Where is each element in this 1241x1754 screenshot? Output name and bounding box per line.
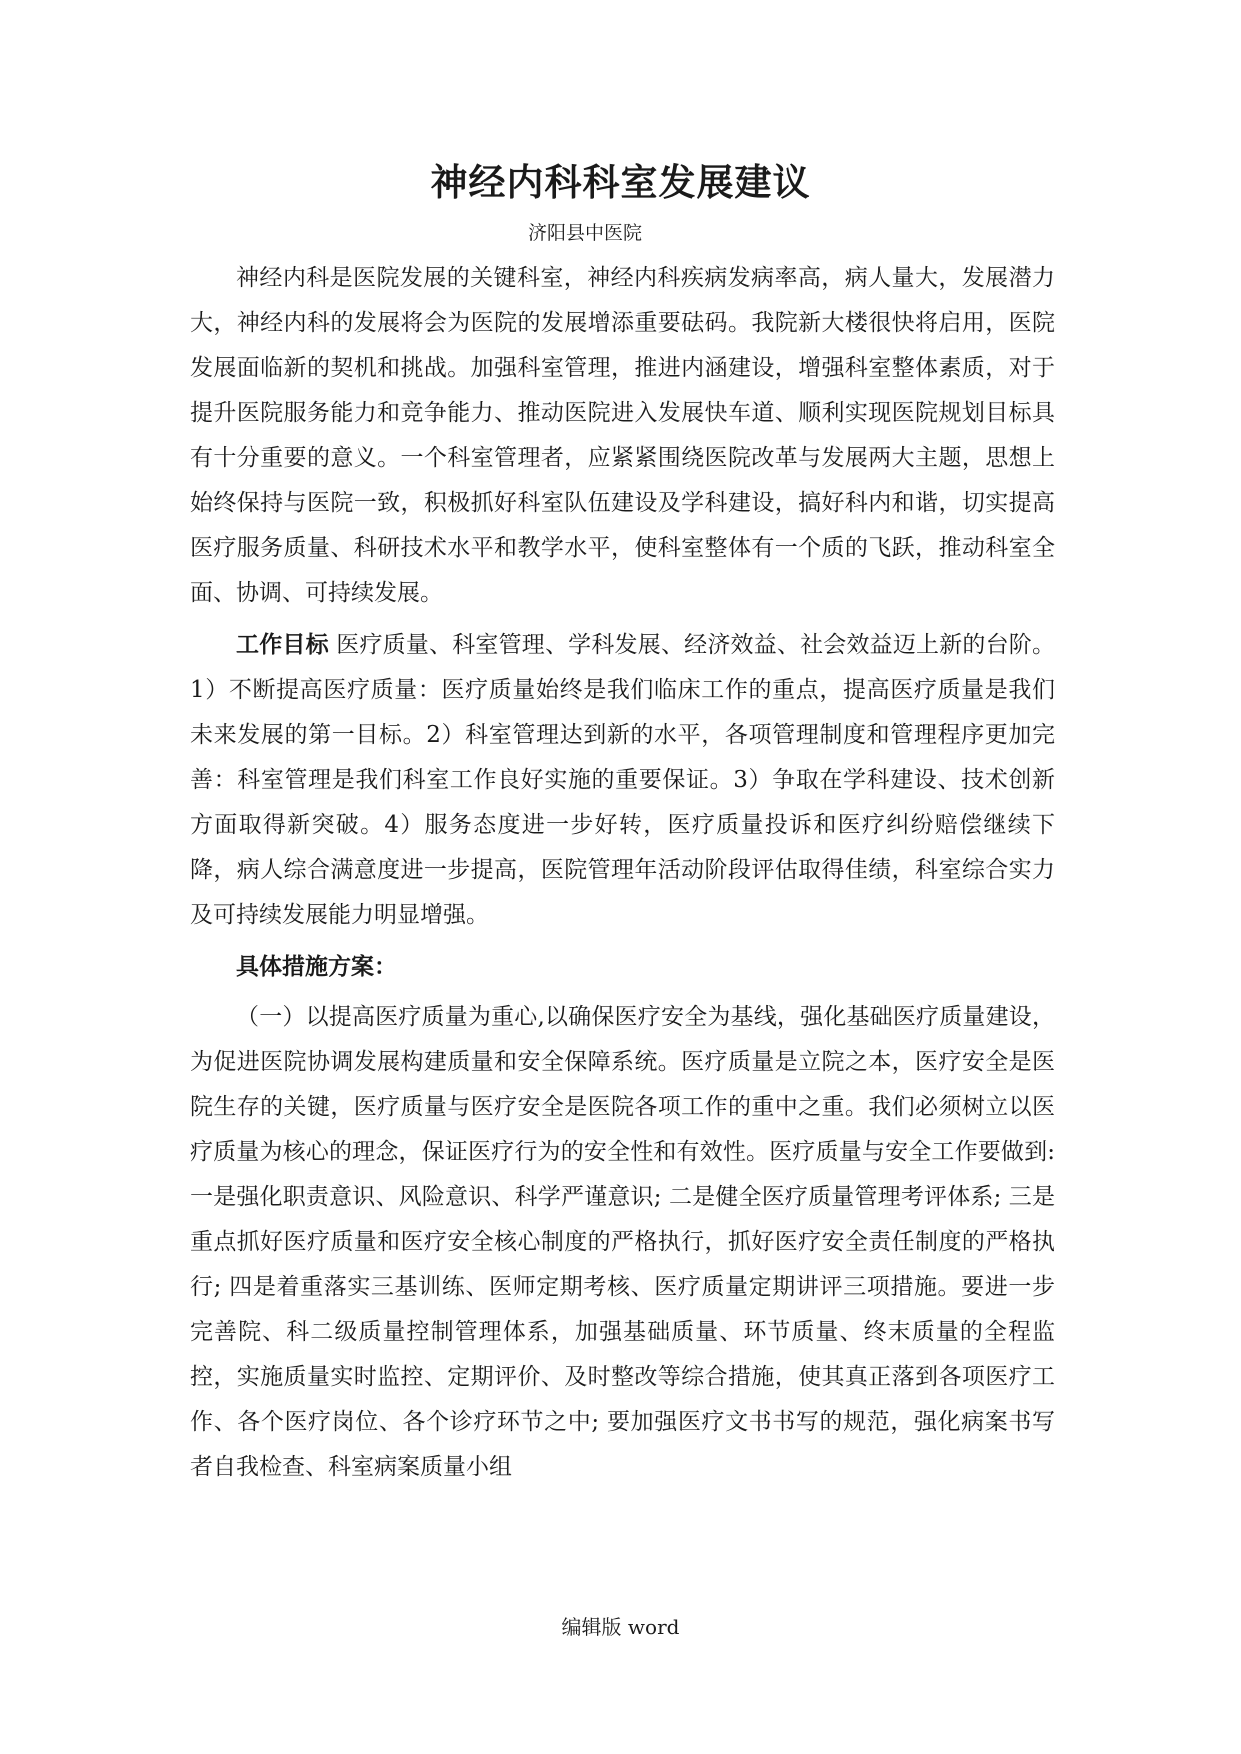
intro-paragraph: 神经内科是医院发展的关键科室，神经内科疾病发病率高，病人量大，发展潜力大，神经内科的发展将会为医院的发展增添重要砝码。我院新大楼很快将启用，医院发展面临新的契机和挑战。加强科室管理，推进内涵建设，增强科室整体素质，对于提升医院服务能力和竞争能力、推动医院进入发展快车道、顺利实现医院规划目标具有十分重要的意义。一个科室管理者，应紧紧围绕医院改革与发展两大主题，思想上始终保持与医院一致，积极抓好科室队伍建设及学科建设，搞好科内和谐，切实提高医疗服务质量、科研技术水平和教学水平，使科室整体有一个质的飞跃，推动科室全面、协调、可持续发展。 <box>190 265 1055 606</box>
page-footer: 编辑版 word <box>561 1615 680 1639</box>
document-body <box>190 256 1055 1496</box>
goals-paragraph <box>190 622 1055 938</box>
measure-1-paragraph: （一）以提高医疗质量为重心,以确保医疗安全为基线，强化基础医疗质量建设，为促进医院协调发展构建质量和安全保障系统。医疗质量是立院之本，医疗安全是医院生存的关键，医疗质量与医疗安全是医院各项工作的重中之重。我们必须树立以医疗质量为核心的理念，保证医疗行为的安全性和有效性。医疗质量与安全工作要做到: 一是强化职责意识、风险意识、科学严谨意识; 二是健全医疗质量管理考评体系; 三是重点抓好医疗质量和医疗安全核心制度的严格执行，抓好医疗安全责任制度的严格执行; 四是着重落实三基训练、医师定期考核、医疗质量定期讲评三项措施。要进一步完善院、科二级质量控制管理体系，加强基础质量、环节质量、终末质量的全程监控，实施质量实时监控、定期评价、及时整改等综合措施，使其真正落到各项医疗工作、各个医疗岗位、各个诊疗环节之中; 要加强医疗文书书写的规范，强化病案书写者自我检查、科室病案质量小组 <box>190 1004 1055 1480</box>
document-author: 济阳县中医院 <box>528 222 643 244</box>
goals-text: 医疗质量、科室管理、学科发展、经济效益、社会效益迈上新的台阶。1）不断提高医疗质量：医疗质量始终是我们临床工作的重点，提高医疗质量是我们未来发展的第一目标。2）科室管理达到新的水平，各项管理制度和管理程序更加完善：科室管理是我们科室工作良好实施的重要保证。3）争取在学科建设、技术创新方面取得新突破。4）服务态度进一步好转，医疗质量投诉和医疗纠纷赔偿继续下降，病人综合满意度进一步提高，医院管理年活动阶段评估取得佳绩，科室综合实力及可持续发展能力明显增强。 <box>190 632 1055 928</box>
document-title: 神经内科科室发展建议 <box>430 160 811 204</box>
measures-heading: 具体措施方案： <box>236 953 397 980</box>
goals-heading: 工作目标 <box>236 631 329 658</box>
